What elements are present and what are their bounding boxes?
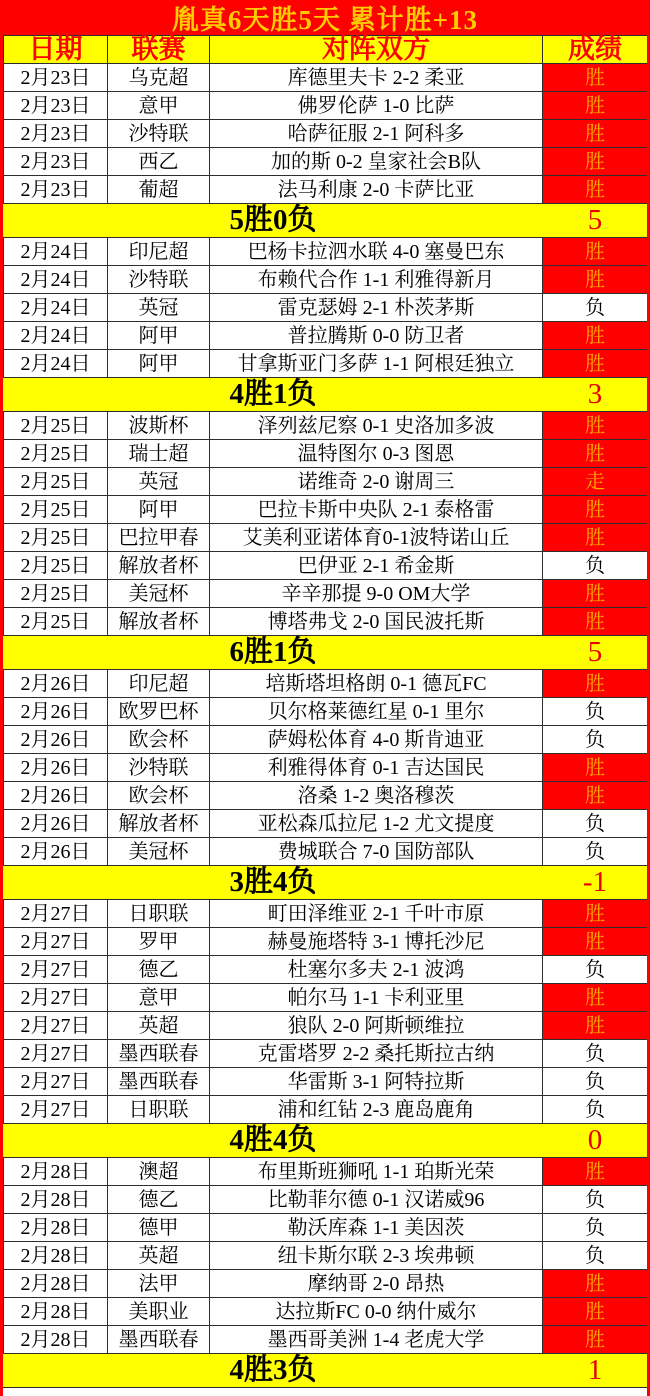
date-cell: 2月27日 [4,928,108,956]
date-cell: 2月28日 [4,1242,108,1270]
date-cell: 2月25日 [4,412,108,440]
match-cell: 浦和红钻 2-3 鹿岛鹿角 [210,1096,543,1124]
table-row [4,148,648,176]
summary-label: 5胜0负 [4,204,543,238]
summary-value: 3 [543,378,648,412]
league-cell: 墨西联春 [108,1068,210,1096]
result-cell [543,580,648,608]
date-cell: 2月26日 [4,754,108,782]
table-row [4,984,648,1012]
column-header-date: 日期 [4,36,108,64]
date-cell: 2月25日 [4,468,108,496]
league-cell: 墨西联春 [108,1040,210,1068]
match-cell: 辛辛那提 9-0 OM大学 [210,580,543,608]
summary-value: 5 [543,636,648,670]
summary-label: 4胜3负 [4,1354,543,1388]
result-cell [543,552,648,580]
table-header-row [4,36,648,64]
match-cell: 亚松森瓜拉尼 1-2 尤文提度 [210,810,543,838]
result-badge: 负 [543,1242,647,1269]
match-cell: 巴伊亚 2-1 希金斯 [210,552,543,580]
match-cell: 墨西哥美洲 1-4 老虎大学 [210,1326,543,1354]
league-cell: 日职联 [108,1096,210,1124]
league-cell: 英冠 [108,294,210,322]
date-cell: 2月24日 [4,294,108,322]
match-cell: 赫曼施塔特 3-1 博托沙尼 [210,928,543,956]
result-badge: 胜 [543,496,647,523]
league-cell: 德乙 [108,1186,210,1214]
date-cell: 2月25日 [4,440,108,468]
table-row [4,496,648,524]
summary-label: 4胜4负 [4,1124,543,1158]
date-cell: 2月25日 [4,496,108,524]
date-cell: 2月23日 [4,120,108,148]
league-cell: 巴拉甲春 [108,524,210,552]
table-row [4,1012,648,1040]
match-cell: 加的斯 0-2 皇家社会B队 [210,148,543,176]
result-cell [543,1298,648,1326]
table-row [4,754,648,782]
league-cell: 欧会杯 [108,782,210,810]
match-cell: 甘拿斯亚门多萨 1-1 阿根廷独立 [210,350,543,378]
date-cell: 2月23日 [4,148,108,176]
date-cell: 2月26日 [4,726,108,754]
league-cell: 沙特联 [108,266,210,294]
table-row [4,928,648,956]
date-cell: 2月26日 [4,782,108,810]
result-cell [543,782,648,810]
result-cell [543,956,648,984]
table-row [4,120,648,148]
table-row [4,440,648,468]
table-row [4,552,648,580]
match-cell: 华雷斯 3-1 阿特拉斯 [210,1068,543,1096]
league-cell: 澳超 [108,1158,210,1186]
result-badge: 胜 [543,608,647,635]
match-cell: 布里斯班狮吼 1-1 珀斯光荣 [210,1158,543,1186]
match-cell: 勒沃库森 1-1 美因茨 [210,1214,543,1242]
date-cell: 2月27日 [4,1040,108,1068]
date-cell: 2月24日 [4,238,108,266]
summary-label: 3胜4负 [4,866,543,900]
match-cell: 狼队 2-0 阿斯顿维拉 [210,1012,543,1040]
result-cell [543,754,648,782]
summary-label: 6胜1负 [4,636,543,670]
page-title: 胤真6天胜5天 累计胜+13 [0,0,650,35]
match-cell: 贝尔格莱德红星 0-1 里尔 [210,698,543,726]
match-cell: 布赖代合作 1-1 利雅得新月 [210,266,543,294]
result-badge: 胜 [543,524,647,551]
table-row [4,64,648,92]
result-cell [543,322,648,350]
result-badge: 胜 [543,1270,647,1297]
league-cell: 意甲 [108,984,210,1012]
result-cell [543,440,648,468]
date-cell: 2月26日 [4,698,108,726]
result-cell [543,176,648,204]
table-row [4,670,648,698]
league-cell: 日职联 [108,900,210,928]
match-cell: 巴杨卡拉泗水联 4-0 塞曼巴东 [210,238,543,266]
date-cell: 2月25日 [4,608,108,636]
league-cell: 墨西联春 [108,1326,210,1354]
result-badge: 胜 [543,670,647,697]
result-badge: 胜 [543,440,647,467]
result-badge: 负 [543,956,647,983]
league-cell: 意甲 [108,92,210,120]
match-cell: 利雅得体育 0-1 吉达国民 [210,754,543,782]
table-row [4,1298,648,1326]
match-cell: 诺维奇 2-0 谢周三 [210,468,543,496]
table-row [4,1270,648,1298]
match-cell: 泽列兹尼察 0-1 史洛加多波 [210,412,543,440]
result-cell [543,496,648,524]
table-row [4,1096,648,1124]
match-cell: 库德里夫卡 2-2 柔亚 [210,64,543,92]
table-row [4,322,648,350]
date-cell: 2月27日 [4,1012,108,1040]
result-cell [543,984,648,1012]
date-cell: 2月28日 [4,1214,108,1242]
match-cell: 町田泽维亚 2-1 千叶市原 [210,900,543,928]
date-cell: 2月24日 [4,266,108,294]
league-cell: 罗甲 [108,928,210,956]
result-cell [543,1012,648,1040]
date-cell: 2月23日 [4,64,108,92]
date-cell: 2月28日 [4,1270,108,1298]
result-badge: 胜 [543,782,647,809]
result-cell [543,900,648,928]
result-cell [543,928,648,956]
result-badge: 胜 [543,984,647,1011]
table-row [4,726,648,754]
date-cell: 2月26日 [4,838,108,866]
summary-row [4,204,648,238]
results-table-body [4,64,648,1388]
table-row [4,810,648,838]
result-badge: 负 [543,726,647,753]
result-badge: 负 [543,294,647,321]
result-cell [543,350,648,378]
league-cell: 美职业 [108,1298,210,1326]
table-row [4,350,648,378]
date-cell: 2月26日 [4,810,108,838]
summary-row [4,378,648,412]
match-cell: 摩纳哥 2-0 昂热 [210,1270,543,1298]
result-cell [543,1186,648,1214]
result-badge: 负 [543,1214,647,1241]
date-cell: 2月28日 [4,1298,108,1326]
result-cell [543,1158,648,1186]
result-badge: 负 [543,552,647,579]
result-badge: 胜 [543,148,647,175]
league-cell: 阿甲 [108,496,210,524]
summary-value: 0 [543,1124,648,1158]
match-cell: 艾美利亚诺体育0-1波特诺山丘 [210,524,543,552]
summary-row [4,1354,648,1388]
league-cell: 沙特联 [108,754,210,782]
result-badge: 负 [543,1068,647,1095]
match-cell: 温特图尔 0-3 图恩 [210,440,543,468]
summary-row [4,636,648,670]
result-cell [543,726,648,754]
table-row [4,1068,648,1096]
date-cell: 2月23日 [4,176,108,204]
result-badge: 胜 [543,92,647,119]
league-cell: 阿甲 [108,350,210,378]
date-cell: 2月28日 [4,1158,108,1186]
league-cell: 沙特联 [108,120,210,148]
table-row [4,524,648,552]
league-cell: 西乙 [108,148,210,176]
table-row [4,1158,648,1186]
match-cell: 巴拉卡斯中央队 2-1 泰格雷 [210,496,543,524]
table-row [4,956,648,984]
results-table [3,35,648,1388]
league-cell: 德乙 [108,956,210,984]
result-badge: 胜 [543,580,647,607]
match-cell: 杜塞尔多夫 2-1 波鸿 [210,956,543,984]
result-cell [543,670,648,698]
result-cell [543,1040,648,1068]
result-badge: 胜 [543,120,647,147]
date-cell: 2月24日 [4,322,108,350]
result-cell [543,608,648,636]
league-cell: 乌克超 [108,64,210,92]
table-row [4,1040,648,1068]
summary-row [4,866,648,900]
result-badge: 胜 [543,928,647,955]
table-row [4,1242,648,1270]
result-badge: 胜 [543,900,647,927]
result-badge: 胜 [543,238,647,265]
result-cell [543,838,648,866]
league-cell: 德甲 [108,1214,210,1242]
result-cell [543,64,648,92]
summary-label: 4胜1负 [4,378,543,412]
table-row [4,294,648,322]
match-cell: 萨姆松体育 4-0 斯肯迪亚 [210,726,543,754]
date-cell: 2月25日 [4,552,108,580]
date-cell: 2月28日 [4,1326,108,1354]
league-cell: 英超 [108,1242,210,1270]
summary-value: 1 [543,1354,648,1388]
result-badge: 胜 [543,1012,647,1039]
date-cell: 2月28日 [4,1186,108,1214]
league-cell: 印尼超 [108,238,210,266]
column-header-result: 成绩 [543,36,648,64]
table-row [4,580,648,608]
league-cell: 英冠 [108,468,210,496]
match-cell: 普拉腾斯 0-0 防卫者 [210,322,543,350]
result-cell [543,1270,648,1298]
result-badge: 负 [543,1186,647,1213]
match-cell: 帕尔马 1-1 卡利亚里 [210,984,543,1012]
date-cell: 2月24日 [4,350,108,378]
result-badge: 走 [543,468,647,495]
result-cell [543,92,648,120]
table-row [4,1214,648,1242]
column-header-match: 对阵双方 [210,36,543,64]
result-badge: 胜 [543,322,647,349]
match-cell: 洛桑 1-2 奥洛穆茨 [210,782,543,810]
result-cell [543,294,648,322]
result-badge: 胜 [543,754,647,781]
summary-value: -1 [543,866,648,900]
result-badge: 胜 [543,350,647,377]
table-row [4,92,648,120]
league-cell: 法甲 [108,1270,210,1298]
result-cell [543,120,648,148]
table-row [4,1326,648,1354]
result-cell [543,1214,648,1242]
match-cell: 培斯塔坦格朗 0-1 德瓦FC [210,670,543,698]
table-row [4,782,648,810]
match-cell: 克雷塔罗 2-2 桑托斯拉古纳 [210,1040,543,1068]
table-row [4,266,648,294]
result-cell [543,238,648,266]
table-row [4,238,648,266]
result-cell [543,148,648,176]
result-badge: 胜 [543,412,647,439]
league-cell: 解放者杯 [108,810,210,838]
result-badge: 胜 [543,64,647,91]
date-cell: 2月27日 [4,956,108,984]
result-badge: 胜 [543,176,647,203]
match-cell: 博塔弗戈 2-0 国民波托斯 [210,608,543,636]
table-row [4,838,648,866]
result-cell [543,1068,648,1096]
result-cell [543,524,648,552]
summary-value: 5 [543,204,648,238]
table-row [4,412,648,440]
match-cell: 哈萨征服 2-1 阿科多 [210,120,543,148]
league-cell: 解放者杯 [108,552,210,580]
date-cell: 2月25日 [4,580,108,608]
league-cell: 英超 [108,1012,210,1040]
column-header-league: 联赛 [108,36,210,64]
result-badge: 胜 [543,1158,647,1185]
match-cell: 达拉斯FC 0-0 纳什威尔 [210,1298,543,1326]
result-cell [543,468,648,496]
league-cell: 印尼超 [108,670,210,698]
result-badge: 负 [543,838,647,865]
date-cell: 2月27日 [4,984,108,1012]
result-cell [543,1326,648,1354]
date-cell: 2月26日 [4,670,108,698]
result-badge: 负 [543,698,647,725]
match-cell: 法马利康 2-0 卡萨比亚 [210,176,543,204]
match-cell: 雷克瑟姆 2-1 朴茨茅斯 [210,294,543,322]
result-badge: 负 [543,1040,647,1067]
league-cell: 解放者杯 [108,608,210,636]
league-cell: 波斯杯 [108,412,210,440]
result-cell [543,412,648,440]
result-badge: 胜 [543,266,647,293]
result-badge: 负 [543,1096,647,1123]
table-row [4,176,648,204]
result-cell [543,1242,648,1270]
result-cell [543,810,648,838]
league-cell: 美冠杯 [108,580,210,608]
league-cell: 葡超 [108,176,210,204]
result-cell [543,266,648,294]
match-cell: 费城联合 7-0 国防部队 [210,838,543,866]
date-cell: 2月27日 [4,900,108,928]
match-cell: 纽卡斯尔联 2-3 埃弗顿 [210,1242,543,1270]
result-badge: 胜 [543,1298,647,1325]
result-cell [543,1096,648,1124]
date-cell: 2月27日 [4,1068,108,1096]
league-cell: 美冠杯 [108,838,210,866]
league-cell: 瑞士超 [108,440,210,468]
league-cell: 欧罗巴杯 [108,698,210,726]
date-cell: 2月25日 [4,524,108,552]
date-cell: 2月23日 [4,92,108,120]
table-row [4,468,648,496]
league-cell: 阿甲 [108,322,210,350]
table-row [4,900,648,928]
league-cell: 欧会杯 [108,726,210,754]
summary-row [4,1124,648,1158]
match-cell: 比勒菲尔德 0-1 汉诺威96 [210,1186,543,1214]
match-cell: 佛罗伦萨 1-0 比萨 [210,92,543,120]
table-row [4,698,648,726]
result-badge: 胜 [543,1326,647,1353]
date-cell: 2月27日 [4,1096,108,1124]
table-row [4,608,648,636]
result-cell [543,698,648,726]
table-row [4,1186,648,1214]
result-badge: 负 [543,810,647,837]
